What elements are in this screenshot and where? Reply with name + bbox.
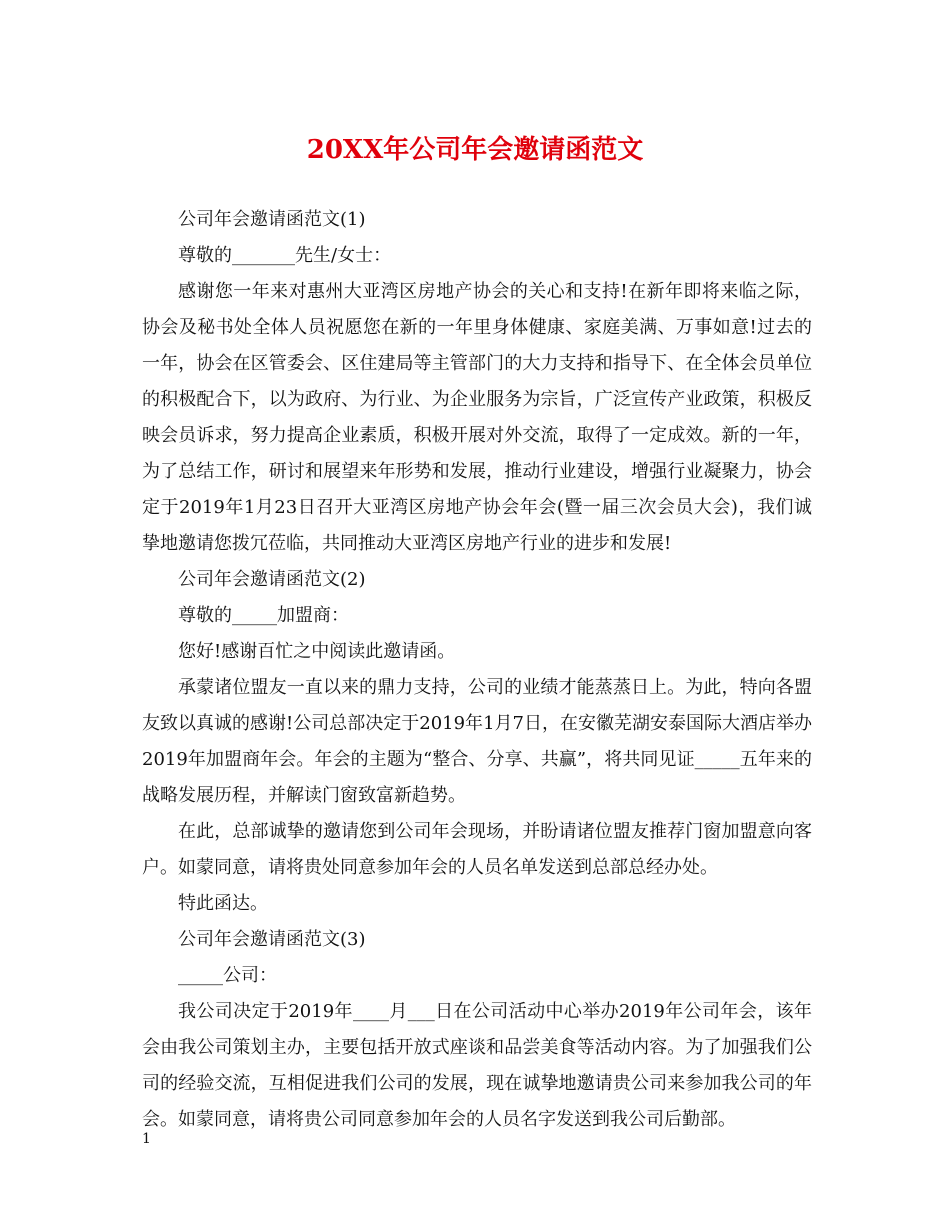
salutation-3: _____公司： <box>178 965 277 986</box>
section-heading-2: 公司年会邀请函范文(2) <box>178 569 366 590</box>
salutation-1: 尊敬的_______先生/女士： <box>178 245 392 266</box>
page-title: 20XX年公司年会邀请函范文 <box>306 135 644 165</box>
closing-2: 特此函达。 <box>178 893 268 914</box>
document-body <box>142 202 812 1138</box>
page-number: 1 <box>142 1131 151 1147</box>
section-heading-3: 公司年会邀请函范文(3) <box>178 929 366 950</box>
body-paragraph-4: 我公司决定于2019年____月___日在公司活动中心举办2019年公司年会，该年会由我公司策划主办，主要包括开放式座谈和品尝美食等活动内容。为了加强我们公司的经验交流，互相促进我们公司的发展，现在诚挚地邀请贵公司来参加我公司的年会。如蒙同意，请将贵公司同意参加年会的人员名字发送到我公司后勤部。 <box>142 1001 812 1130</box>
section-heading-1: 公司年会邀请函范文(1) <box>178 209 366 230</box>
body-paragraph-3: 在此，总部诚挚的邀请您到公司年会现场，并盼请诸位盟友推荐门窗加盟意向客户。如蒙同意，请将贵处同意参加年会的人员名单发送到总部总经办处。 <box>142 821 812 878</box>
body-paragraph-1: 感谢您一年来对惠州大亚湾区房地产协会的关心和支持!在新年即将来临之际，协会及秘书处全体人员祝愿您在新的一年里身体健康、家庭美满、万事如意!过去的一年，协会在区管委会、区住建局等主管部门的大力支持和指导下、在全体会员单位的积极配合下，以为政府、为行业、为企业服务为宗旨，广泛宣传产业政策，积极反映会员诉求，努力提高企业素质，积极开展对外交流，取得了一定成效。新的一年，为了总结工作，研讨和展望来年形势和发展，推动行业建设，增强行业凝聚力，协会定于2019年1月23日召开大亚湾区房地产协会年会(暨一届三次会员大会)，我们诚挚地邀请您拨冗莅临，共同推动大亚湾区房地产行业的进步和发展! <box>142 281 812 554</box>
body-paragraph-2: 承蒙诸位盟友一直以来的鼎力支持，公司的业绩才能蒸蒸日上。为此，特向各盟友致以真诚的感谢!公司总部决定于2019年1月7日，在安徽芜湖安泰国际大酒店举办2019年加盟商年会。年会的主题为“整合、分享、共赢”，将共同见证_____五年来的战略发展历程，并解读门窗致富新趋势。 <box>142 677 812 806</box>
greeting-2: 您好!感谢百忙之中阅读此邀请函。 <box>178 641 456 662</box>
salutation-2: 尊敬的_____加盟商： <box>178 605 349 626</box>
